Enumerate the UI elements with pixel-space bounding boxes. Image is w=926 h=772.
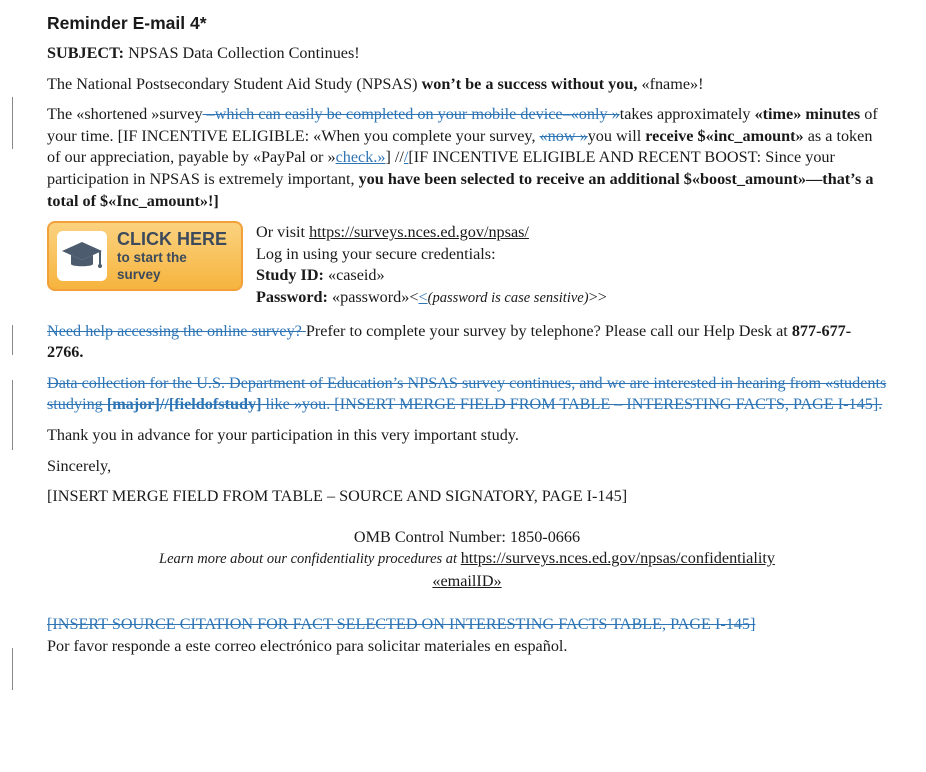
- cta-line1: CLICK HERE: [117, 229, 228, 250]
- inserted-text: <: [418, 287, 428, 306]
- change-bar: [12, 648, 13, 690]
- text-run: The «: [47, 105, 85, 124]
- login-section: [47, 222, 887, 309]
- intro-text: The National Postsecondary Student Aid Study (NPSAS): [47, 74, 422, 93]
- visit-block: [256, 222, 607, 309]
- password-note: (password is case sensitive): [427, 289, 589, 306]
- spanish-note: Por favor responde a este correo electrónico para solicitar materiales en español.: [47, 637, 568, 656]
- change-bar: [12, 325, 13, 355]
- intro-bold: won’t be a success without you,: [421, 74, 638, 93]
- intro-paragraph: [47, 74, 887, 96]
- text-run: [IF INCENTIVE ELIGIBLE AND RECENT BOOST: Since your participation in NPSAS is extremely important,: [47, 148, 835, 188]
- text-run: takes approximately: [619, 105, 755, 124]
- cta-text: [117, 229, 227, 283]
- subject-text: NPSAS Data Collection Continues!: [124, 44, 360, 62]
- page-title: Reminder E-mail 4*: [47, 13, 207, 33]
- inserted-text: check.»: [335, 148, 386, 167]
- cta-line3: survey: [117, 267, 161, 283]
- text-run: as a token of our appreciation, payable by «PayPal or »: [47, 126, 873, 167]
- deleted-text: «now »: [539, 126, 588, 145]
- signatory: [INSERT MERGE FIELD FROM TABLE – SOURCE AND SIGNATORY, PAGE I-145]: [47, 487, 628, 506]
- deleted-paragraph: [47, 373, 887, 416]
- text-run: of your time. [IF INCENTIVE ELIGIBLE: «When you complete your survey,: [47, 105, 878, 145]
- graduation-cap-icon: [57, 231, 107, 281]
- deleted-text: Data collection for the U.S. Department of Education’s NPSAS survey continues, and we are interested in hearing from «students studying: [47, 373, 887, 414]
- incentive-amount: receive $«inc_amount»: [645, 126, 804, 145]
- confidentiality-text: Learn more about our confidentiality procedures at: [159, 551, 461, 568]
- change-bar: [12, 97, 13, 149]
- deleted-text-bold: [major]//[fieldofstudy]: [106, 395, 262, 414]
- incentive-paragraph: [47, 104, 887, 212]
- email-id: «emailID»: [432, 571, 502, 590]
- click-here-button[interactable]: [47, 221, 243, 291]
- text-run: shortened »survey: [84, 105, 203, 124]
- subject-line: [47, 43, 887, 65]
- deleted-text: like »you. [INSERT MERGE FIELD FROM TABLE – INTERESTING FACTS, PAGE I-145].: [261, 395, 883, 414]
- password-end: >>: [588, 287, 607, 306]
- email-document: [47, 12, 887, 658]
- boost-amount: you have been selected to receive an additional $«boost_amount»—that’s a total of $«Inc_amount»!]: [47, 169, 874, 210]
- cta-line2: to start the: [117, 250, 187, 266]
- deleted-text: Need help accessing the online survey?: [47, 321, 306, 340]
- intro-fname: «fname»!: [637, 74, 704, 93]
- help-phone: 877-677-2766.: [47, 321, 852, 362]
- confidentiality-link[interactable]: https://surveys.nces.ed.gov/npsas/confidentiality: [460, 549, 775, 568]
- subject-label: SUBJECT:: [47, 44, 125, 62]
- change-bar: [12, 380, 13, 450]
- thanks-paragraph: Thank you in advance for your participation in this very important study.: [47, 425, 519, 444]
- deleted-citation: [INSERT SOURCE CITATION FOR FACT SELECTED ON INTERESTING FACTS TABLE, PAGE I-145]: [47, 615, 756, 634]
- password-label: Password:: [256, 287, 328, 306]
- visit-prefix: Or visit: [256, 223, 310, 242]
- text-run: you will: [587, 126, 646, 145]
- help-text: Prefer to complete your survey by telephone? Please call our Help Desk at: [305, 321, 792, 340]
- sincerely: Sincerely,: [47, 456, 112, 475]
- omb-number: OMB Control Number: 1850-0666: [353, 527, 581, 546]
- deleted-text: –which can easily be completed on your mobile device–«only »: [202, 105, 620, 124]
- footer-block: [47, 527, 887, 593]
- password-value: «password»<: [327, 287, 419, 306]
- survey-link[interactable]: https://surveys.nces.ed.gov/npsas/: [309, 223, 529, 242]
- study-id-label: Study ID:: [256, 266, 324, 285]
- text-run: ] //: [385, 148, 404, 167]
- inserted-text: /: [403, 148, 409, 167]
- login-instructions: Log in using your secure credentials:: [256, 244, 496, 263]
- help-paragraph: [47, 321, 887, 364]
- time-minutes: «time» minutes: [754, 105, 861, 124]
- study-id-value: «caseid»: [323, 266, 385, 285]
